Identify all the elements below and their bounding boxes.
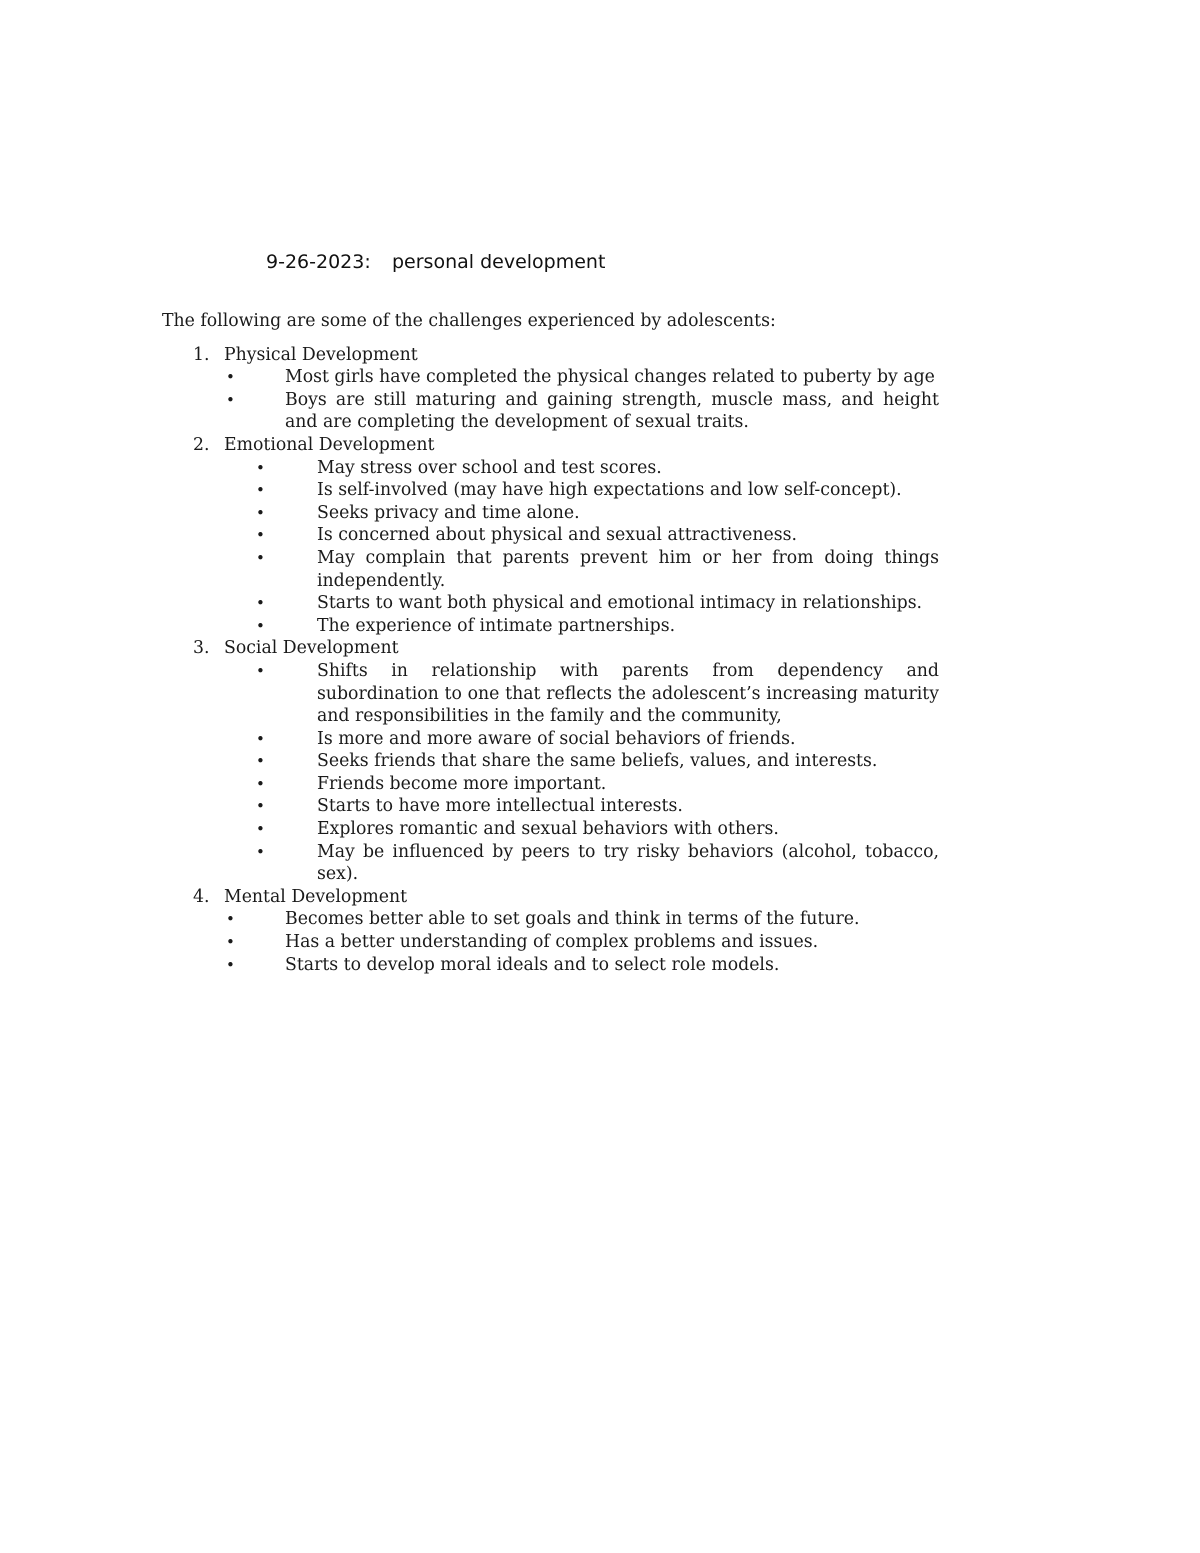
page-heading [266, 249, 605, 275]
list-item-text: Boys are still maturing and gaining strength, muscle mass, and height and are completing the development of sexual traits. [285, 389, 939, 433]
bullet-list [162, 457, 942, 638]
section-number: 3. [193, 638, 210, 659]
list-item-text: Starts to want both physical and emotional intimacy in relationships. [317, 593, 923, 614]
intro-paragraph: The following are some of the challenges experienced by adolescents: [162, 311, 776, 331]
section-title-text: Emotional Development [224, 434, 435, 455]
bullet-icon: • [256, 774, 265, 793]
list-item-text: Has a better understanding of complex problems and issues. [285, 932, 819, 953]
list-item [162, 841, 939, 886]
bullet-list [162, 366, 942, 434]
bullet-icon: • [256, 481, 265, 500]
list-item [162, 502, 939, 525]
list-item [162, 750, 939, 773]
bullet-list [162, 908, 942, 976]
list-item [162, 954, 939, 977]
bullet-icon: • [256, 752, 265, 771]
bullet-icon: • [256, 616, 265, 635]
list-item-text: Most girls have completed the physical changes related to puberty by age [285, 367, 935, 388]
bullet-icon: • [256, 797, 265, 816]
document-body [162, 310, 942, 976]
list-item [162, 366, 939, 389]
list-item [162, 524, 939, 547]
section-number: 4. [193, 886, 210, 907]
list-item-text: May complain that parents prevent him or her from doing things independently. [317, 547, 939, 591]
bullet-icon: • [226, 955, 235, 974]
bullet-icon: • [256, 458, 265, 477]
list-item [162, 931, 939, 954]
list-item-text: Becomes better able to set goals and think in terms of the future. [285, 909, 860, 930]
list-item [162, 908, 939, 931]
section-mental-development [162, 886, 942, 976]
bullet-icon: • [226, 910, 235, 929]
section-physical-development [162, 344, 942, 434]
list-item-text: Explores romantic and sexual behaviors with others. [317, 819, 779, 840]
heading-title: personal development [392, 251, 606, 273]
section-number: 1. [193, 344, 210, 365]
bullet-icon: • [256, 820, 265, 839]
list-item [162, 728, 939, 751]
list-item [162, 547, 939, 592]
list-item-text: Is self-involved (may have high expectations and low self-concept). [317, 480, 902, 501]
bullet-icon: • [256, 729, 265, 748]
list-item [162, 773, 939, 796]
list-item-text: Is concerned about physical and sexual attractiveness. [317, 525, 797, 546]
list-item-text: Starts to develop moral ideals and to select role models. [285, 954, 780, 975]
bullet-icon: • [226, 390, 235, 409]
section-number: 2. [193, 434, 210, 455]
list-item [162, 479, 939, 502]
bullet-icon: • [226, 368, 235, 387]
list-item-text: The experience of intimate partnerships. [317, 615, 676, 636]
list-item [162, 592, 939, 615]
list-item-text: May stress over school and test scores. [317, 457, 662, 478]
list-item [162, 389, 939, 434]
list-item [162, 457, 939, 480]
section-title [162, 637, 942, 660]
list-item [162, 795, 939, 818]
list-item-text: Seeks friends that share the same beliefs, values, and interests. [317, 751, 878, 772]
bullet-icon: • [256, 503, 265, 522]
list-item [162, 818, 939, 841]
bullet-icon: • [256, 594, 265, 613]
section-emotional-development [162, 434, 942, 637]
section-social-development [162, 637, 942, 886]
list-item-text: Is more and more aware of social behaviors of friends. [317, 728, 796, 749]
bullet-icon: • [256, 548, 265, 567]
section-title [162, 434, 942, 457]
section-title-text: Mental Development [224, 886, 408, 907]
section-title-text: Social Development [224, 638, 399, 659]
list-item [162, 615, 939, 638]
list-item-text: Starts to have more intellectual interests. [317, 796, 683, 817]
list-item-text: Friends become more important. [317, 773, 607, 794]
list-item-text: Seeks privacy and time alone. [317, 502, 580, 523]
bullet-icon: • [256, 661, 265, 680]
bullet-icon: • [256, 842, 265, 861]
section-title [162, 886, 942, 909]
list-item-text: May be influenced by peers to try risky behaviors (alcohol, tobacco, sex). [317, 841, 939, 885]
heading-date: 9-26-2023: [266, 251, 371, 273]
list-item [162, 660, 939, 728]
bullet-icon: • [256, 526, 265, 545]
section-title-text: Physical Development [224, 344, 418, 365]
list-item-text: Shifts in relationship with parents from dependency and subordination to one that reflects the adolescent’s increasing maturity and responsibilities in the family and the community, [317, 660, 939, 727]
bullet-icon: • [226, 933, 235, 952]
section-title [162, 344, 942, 367]
bullet-list [162, 660, 942, 886]
